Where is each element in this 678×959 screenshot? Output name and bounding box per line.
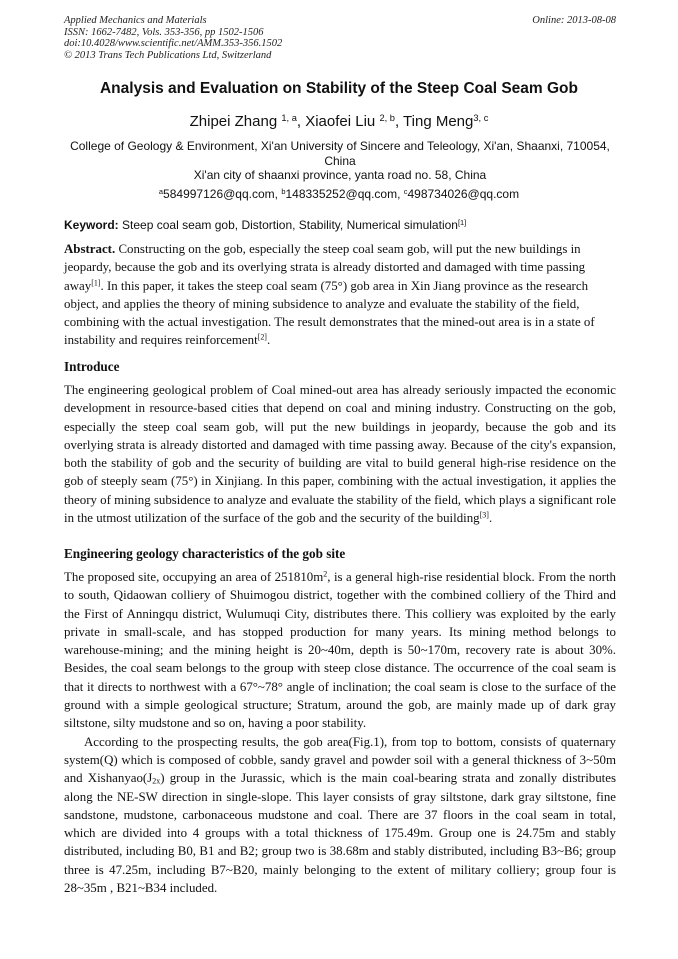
citation-ref[interactable]: [1] [91, 278, 101, 288]
paragraph [64, 568, 616, 733]
author-name: Zhipei Zhang [189, 113, 278, 130]
keywords [64, 218, 616, 232]
abstract-text: . In this paper, it takes the steep coal seam (75°) gob area in Xin Jiang province as the research object, and applies the theory of mining subsidence to analyze and evaluate the stability of the field, combining with the actual investigation. The result demonstrates that the mined-out area is in a state of instability and requires reinforcement [64, 278, 595, 348]
copyright-line: © 2013 Trans Tech Publications Ltd, Switzerland [64, 49, 272, 61]
citation-ref[interactable]: [3] [479, 510, 489, 520]
paragraph-text: According to the prospecting results, the gob area(Fig.1), from top to bottom, consists of quaternary system(Q) which is composed of cobble, sandy gravel and powder soil with a general thickness of 3~50m and Xishanyao(J [64, 734, 616, 786]
online-date: Online: 2013-08-08 [532, 15, 616, 26]
email-link[interactable]: 498734026@qq.com [407, 187, 520, 201]
keyword-text: Steep coal seam gob, Distortion, Stability, Numerical simulation [122, 218, 458, 232]
affiliation-line: College of Geology & Environment, Xi'an University of Sincere and Teleology, Xi'an, Shaanxi, 710054, China [70, 139, 610, 168]
email-mark: c [403, 186, 408, 196]
email-link[interactable]: 148335252@qq.com [285, 187, 398, 201]
section-heading-engineering: Engineering geology characteristics of the gob site [64, 546, 346, 561]
paragraph-text: The engineering geological problem of Coal mined-out area has already seriously impacted the economic development in resource-based cities that depend on coal and mining industry. Constructing on the gob, especially the steep coal seam gob, will put the new buildings in jeopardy, because the gob and its overlying strata is already distorted and damaged with time passing away. Because of the city's expansion, both the stability of gob and the security of building are vital to build general high-rise residence on the gob of steeply seam (75°) in Xinjiang. In this paper, combining with the actual investigation, it applies the theory of mining subsidence to analyze and evaluate the stability of the field, which plays a significant role in the utmost utilization of the surface of the gob and the security of the building [64, 383, 616, 526]
author-affiliation-mark: 3, c [473, 112, 489, 123]
email-list: $^a$584997126@qq.com, $^b$148335252@qq.com, $^c$498734026@qq.com [158, 186, 520, 201]
abstract-label: Abstract. [64, 242, 116, 256]
paragraph-text: . [488, 511, 493, 526]
superscript: 2 [323, 569, 328, 579]
citation-ref[interactable]: [2] [257, 333, 267, 343]
author-list: Zhipei Zhang $^{1, a}$, Xiaofei Liu $^{2, b}$, Ting Meng$^{3, c}$ [189, 112, 489, 130]
section-heading-introduce: Introduce [64, 359, 120, 374]
author-name: Ting Meng [403, 113, 474, 130]
issn-line: ISSN: 1662-7482, Vols. 353-356, pp 1502-1506 [64, 26, 264, 38]
paragraph [64, 733, 616, 898]
affiliation [70, 139, 610, 183]
paragraph-text: The proposed site, occupying an area of 251810m [64, 570, 324, 584]
abstract-text: . [266, 333, 271, 348]
author-affiliation-mark: 1, a [281, 112, 297, 123]
engineering-body [64, 568, 616, 897]
paper-title: Analysis and Evaluation on Stability of the Steep Coal Seam Gob [99, 80, 578, 97]
paragraph-text: ) group in the Jurassic, which is the main coal-bearing strata and zonally distributes along the NE-SW direction in single-slope. This layer consists of gray siltstone, dark gray siltstone, fine sandstone, mudstone, carbonaceous mudstone and coal. There are 37 floors in the coal seam in total, which are divided into 4 groups with a total thickness of 175.49m. Group one is 24.75m and stably distributed, including B0, B1 and B2; group two is 38.68m and stably distributed, including B3~B6; group three is 47.25m, including B7~B20, mainly belonging to the extent of military colliery; group four is 28~35m , B21~B34 included. [64, 771, 616, 896]
email-link[interactable]: 584997126@qq.com [163, 187, 275, 201]
doi-line[interactable]: doi:10.4028/www.scientific.net/AMM.353-356.1502 [64, 38, 283, 49]
citation-ref[interactable]: [1] [457, 217, 467, 227]
author-affiliation-mark: 2, b [379, 112, 395, 123]
email-mark: a [158, 186, 164, 196]
subscript: 2x [152, 776, 161, 786]
journal-name: Applied Mechanics and Materials [64, 15, 207, 26]
email-mark: b [281, 186, 286, 196]
author-name: Xiaofei Liu [305, 113, 376, 130]
keyword-label: Keyword: [64, 218, 119, 232]
paragraph-text: , is a general high-rise residential block. From the north to south, Qidaowan colliery of Shuimogou district, together with the combined colliery of the Third and the First of Anningqu district, Wulumuqi City, distributes there. This colliery was exploited by the early private in small-scale, and has stopped production for many years. Its mining method belongs to warehouse-mining; and the mining height is 20~40m, depth is 50~170m, recovery rate is about 30%. Besides, the coal seam belongs to the group with steep close distance. The occurrence of the coal seam is that it directs to northwest with a 67°~78° angle of inclination; the coal seam is close to the surface of the ground with a simple geological structure; Stratum, around the gob, are mainly made up of dark gray siltstone, silty mudstone and so on, having a poor stability. [64, 570, 616, 731]
abstract [64, 240, 616, 350]
abstract-text: Constructing on the gob, especially the steep coal seam gob, will put the new buildings in jeopardy, because the gob and its overlying strata is already distorted and damaged with time passing away [64, 242, 586, 293]
introduce-body [64, 381, 616, 527]
affiliation-address: Xi'an city of shaanxi province, yanta road no. 58, China [193, 168, 487, 182]
journal-header [64, 15, 616, 61]
